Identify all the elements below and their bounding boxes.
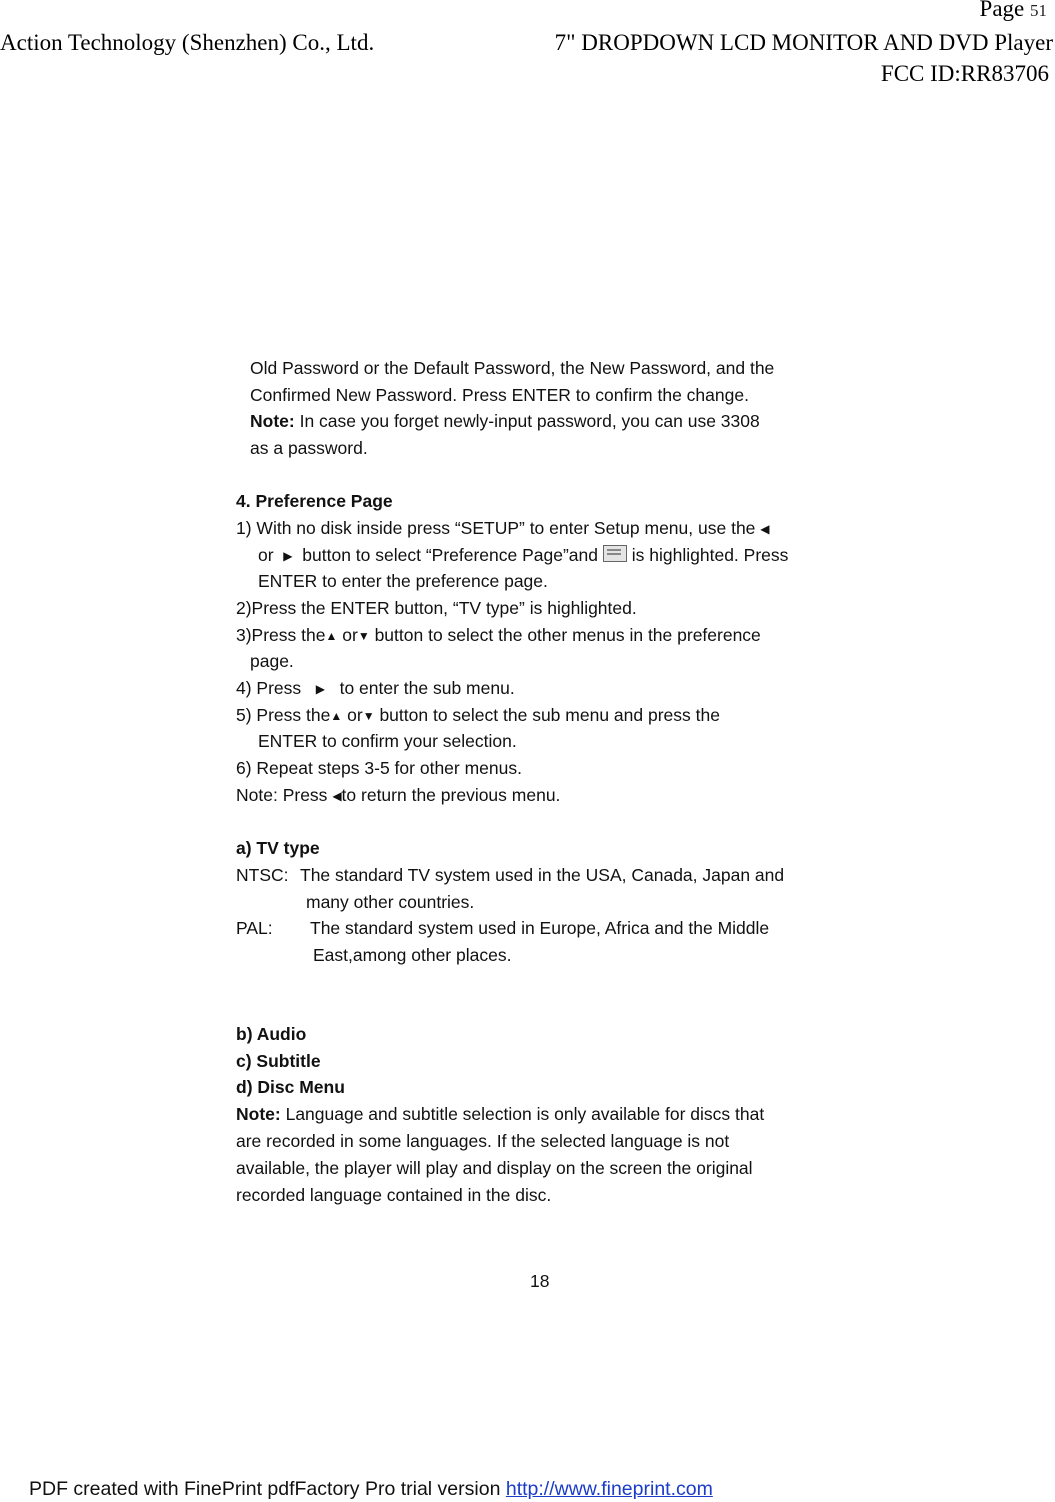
language-note-line-2: are recorded in some languages. If the selected language is not [236, 1131, 730, 1151]
right-arrow-icon: ▶ [283, 549, 293, 563]
preference-page-heading: 4. Preference Page [236, 491, 393, 511]
audio-heading: b) Audio [236, 1024, 307, 1044]
return-note: Note: Press ◀to return the previous menu. [236, 785, 561, 805]
down-arrow-icon: ▼ [362, 709, 375, 723]
step-1-line-1: 1) With no disk inside press “SETUP” to enter Setup menu, use the ◀ [236, 518, 770, 538]
fcc-id: FCC ID:RR83706 [880, 61, 1049, 86]
step-5-line-2: ENTER to confirm your selection. [258, 731, 517, 751]
left-arrow-icon: ◀ [760, 522, 770, 536]
password-note-line-2: as a password. [250, 438, 368, 458]
password-line-1: Old Password or the Default Password, the New Password, and the [250, 358, 775, 378]
language-note: Note: Language and subtitle selection is only available for discs that [236, 1104, 765, 1124]
pdf-footer: PDF created with FinePrint pdfFactory Pro trial version http://www.fineprint.com [29, 1478, 713, 1500]
step-2: 2)Press the ENTER button, “TV type” is highlighted. [236, 598, 637, 618]
right-arrow-icon: ▶ [315, 682, 325, 696]
pal-label: PAL: [236, 918, 273, 938]
language-note-line-4: recorded language contained in the disc. [236, 1185, 552, 1205]
step-3-line-1: 3)Press the▲ or▼ button to select the other menus in the preference [236, 625, 761, 645]
password-note: Note: In case you forget newly-input password, you can use 3308 [250, 411, 760, 431]
subtitle-heading: c) Subtitle [236, 1051, 321, 1071]
left-arrow-icon: ◀ [332, 789, 342, 803]
manual-page-number: 18 [530, 1271, 550, 1291]
password-line-2: Confirmed New Password. Press ENTER to confirm the change. [250, 385, 749, 405]
pal-description: The standard system used in Europe, Africa and the Middle [310, 918, 770, 938]
disc-menu-heading: d) Disc Menu [236, 1077, 345, 1097]
fineprint-link[interactable]: http://www.fineprint.com [505, 1478, 713, 1500]
tv-type-heading: a) TV type [236, 838, 320, 858]
step-3-line-2: page. [250, 651, 294, 671]
ntsc-label: NTSC: [236, 865, 289, 885]
step-6: 6) Repeat steps 3-5 for other menus. [236, 758, 522, 778]
product-title: 7" DROPDOWN LCD MONITOR AND DVD Player [554, 30, 1053, 55]
preference-menu-icon [603, 545, 627, 562]
ntsc-description: The standard TV system used in the USA, Canada, Japan and [300, 865, 785, 885]
page-number: Page 51 [979, 0, 1047, 21]
company-name: Action Technology (Shenzhen) Co., Ltd. [0, 30, 375, 55]
pal-description-line-2: East,among other places. [313, 945, 512, 965]
language-note-line-3: available, the player will play and display on the screen the original [236, 1158, 753, 1178]
step-1-line-2: or ▶ button to select “Preference Page”and is highlighted. Press [258, 545, 789, 565]
step-1-line-3: ENTER to enter the preference page. [258, 571, 548, 591]
down-arrow-icon: ▼ [357, 629, 370, 643]
step-5-line-1: 5) Press the▲ or▼ button to select the sub menu and press the [236, 705, 720, 725]
up-arrow-icon: ▲ [325, 629, 338, 643]
up-arrow-icon: ▲ [330, 709, 343, 723]
step-4: 4) Press ▶ to enter the sub menu. [236, 678, 515, 698]
ntsc-description-line-2: many other countries. [306, 892, 475, 912]
